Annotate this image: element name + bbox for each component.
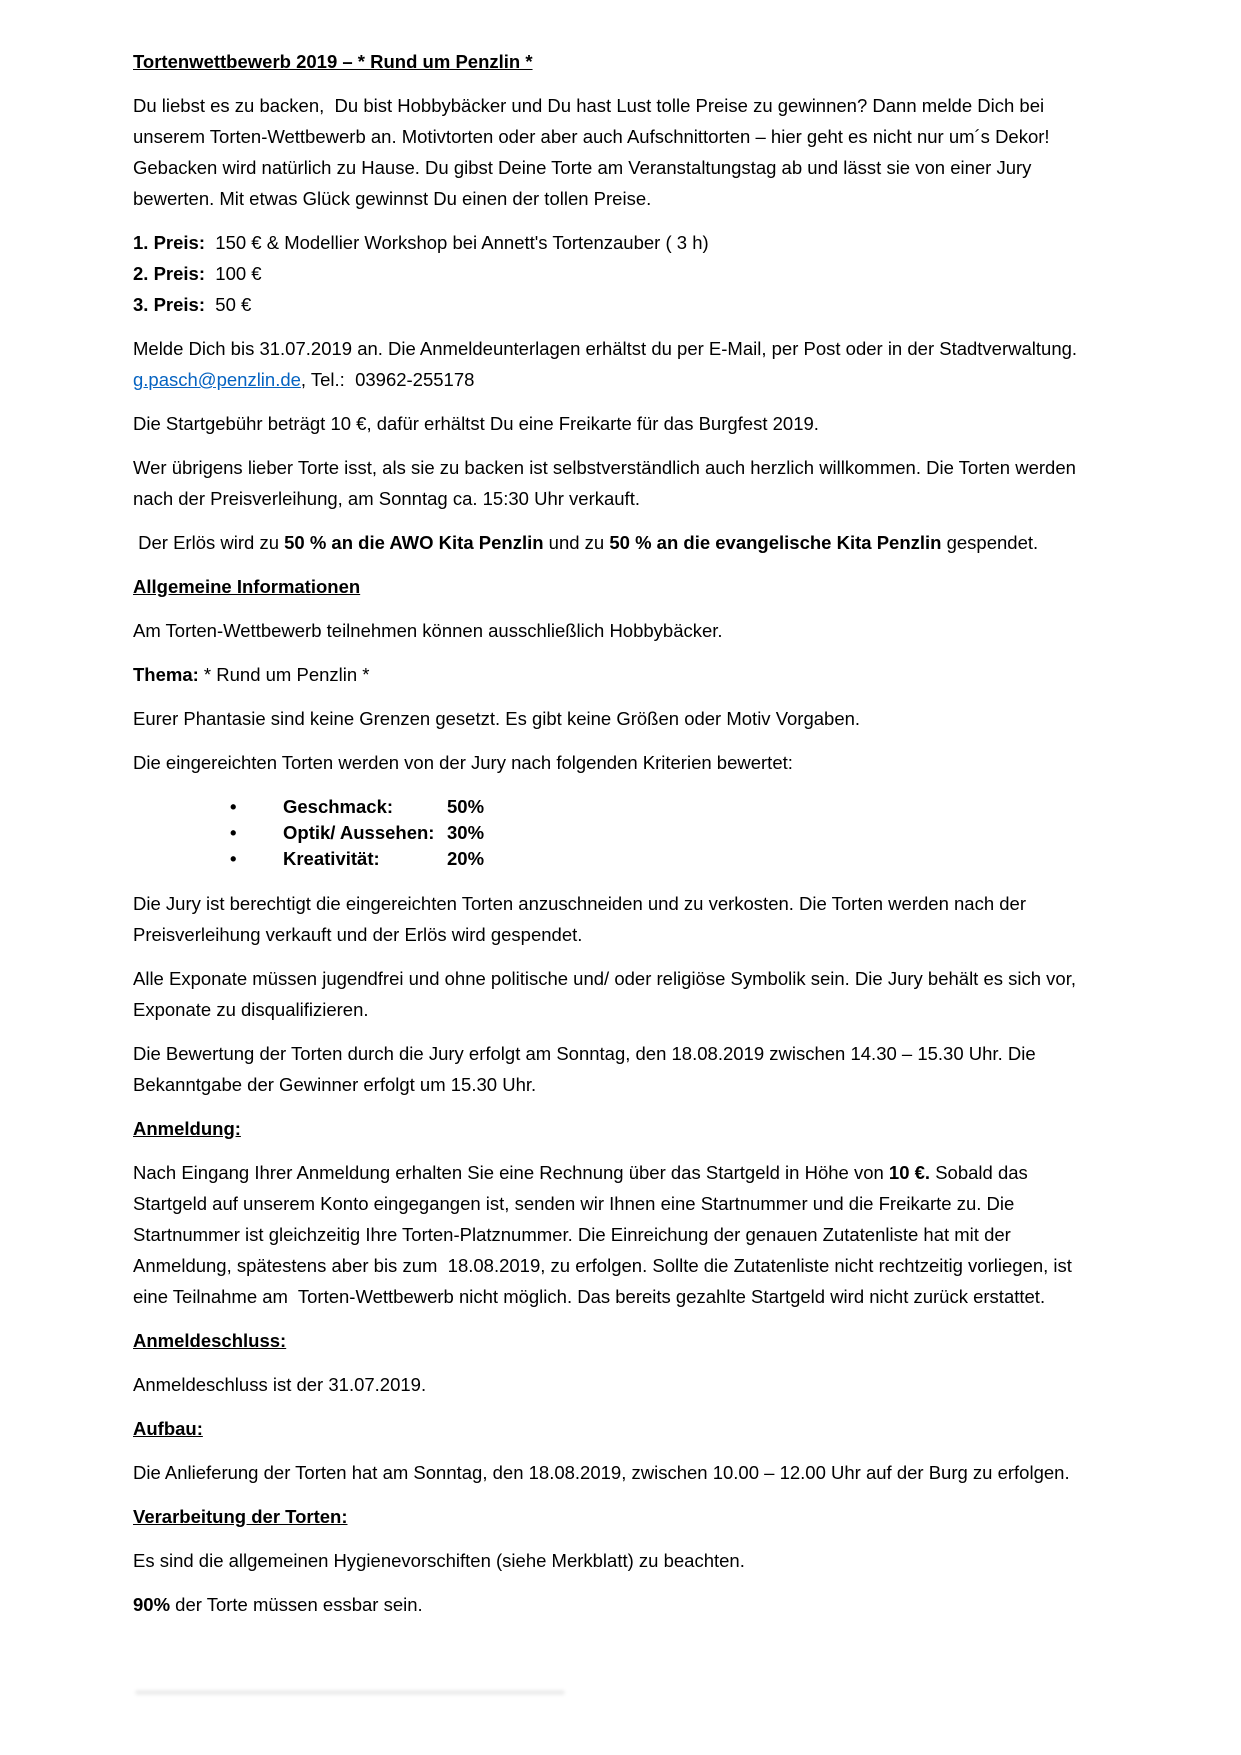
criteria-label: Kreativität:	[283, 848, 380, 869]
proceeds-paragraph-text: gespendet.	[941, 532, 1039, 553]
registration-process-paragraph-text: 10 €.	[888, 1162, 931, 1183]
hygiene-paragraph-text: Es sind die allgemeinen Hygienevorschiften (siehe Merkblatt) zu beachten.	[133, 1550, 745, 1571]
document-content	[133, 46, 1088, 1633]
exhibit-rules-paragraph	[133, 963, 1088, 1025]
edible-paragraph	[133, 1589, 1088, 1620]
edible-paragraph-text: 90%	[133, 1594, 171, 1615]
prize-list	[133, 227, 1088, 320]
criteria-value: 20%	[447, 848, 485, 869]
judging-time-paragraph	[133, 1038, 1088, 1100]
criteria-item	[230, 820, 1088, 846]
fantasy-paragraph	[133, 703, 1088, 734]
heading-anmeldung	[133, 1113, 1088, 1144]
prize-list-line	[133, 289, 1088, 320]
doc-title	[133, 46, 1088, 77]
heading-verarbeitung-der-torten	[133, 1501, 1088, 1532]
heading-aufbau-text: Aufbau:	[133, 1418, 203, 1439]
criteria-item	[230, 846, 1088, 872]
prize-list-text: 50 €	[205, 294, 252, 315]
criteria-label: Geschmack:	[283, 796, 394, 817]
participants-paragraph-text: Am Torten-Wettbewerb teilnehmen können ausschließlich Hobbybäcker.	[133, 620, 723, 641]
deadline-paragraph-text: Anmeldeschluss ist der 31.07.2019.	[133, 1374, 427, 1395]
heading-anmeldeschluss	[133, 1325, 1088, 1356]
prize-list-line	[133, 258, 1088, 289]
criteria-intro-paragraph	[133, 747, 1088, 778]
criteria-list	[133, 794, 1088, 872]
registration-process-paragraph-text: Nach Eingang Ihrer Anmeldung erhalten Sie eine Rechnung über das Startgeld in Höhe von	[133, 1162, 889, 1183]
theme-paragraph-text: Thema:	[133, 664, 199, 685]
entry-fee-paragraph	[133, 408, 1088, 439]
criteria-value: 50%	[447, 796, 485, 817]
cake-sale-paragraph-text: Wer übrigens lieber Torte isst, als sie zu backen ist selbstverständlich auch herzlich willkommen. Die Torten werden nach der Preisverleihung, am Sonntag ca. 15:30 Uhr verkauft.	[133, 457, 1082, 509]
registration-process-paragraph	[133, 1157, 1088, 1312]
proceeds-paragraph-text: Der Erlös wird zu	[133, 532, 285, 553]
theme-paragraph-text: * Rund um Penzlin *	[198, 664, 370, 685]
delivery-paragraph	[133, 1457, 1088, 1488]
criteria-intro-paragraph-text: Die eingereichten Torten werden von der Jury nach folgenden Kriterien bewertet:	[133, 752, 793, 773]
fantasy-paragraph-text: Eurer Phantasie sind keine Grenzen gesetzt. Es gibt keine Größen oder Motiv Vorgaben.	[133, 708, 861, 729]
heading-aufbau	[133, 1413, 1088, 1444]
heading-anmeldung-text: Anmeldung:	[133, 1118, 241, 1139]
bullet-icon: •	[230, 848, 237, 869]
edible-paragraph-text: der Torte müssen essbar sein.	[170, 1594, 423, 1615]
prize-list-text: 1. Preis:	[133, 232, 205, 253]
bullet-icon: •	[230, 796, 237, 817]
intro-paragraph	[133, 90, 1088, 214]
prize-list-text: 3. Preis:	[133, 294, 205, 315]
deadline-paragraph	[133, 1369, 1088, 1400]
registration-process-paragraph-text: Sobald das Startgeld auf unserem Konto eingegangen ist, senden wir Ihnen eine Startnummer und die Freikarte zu. Die Startnummer ist gleichzeitig Ihre Torten-Platznummer. Die Einreichung der genauen Zutatenliste hat mit der Anmeldung, spätestens aber bis zum 18.08.2019, zu erfolgen. Sollte die Zutatenliste nicht rechtzeitig vorliegen, ist eine Teilnahme am Torten-Wettbewerb nicht möglich. Das bereits gezahlte Startgeld wird nicht zurück erstattet.	[133, 1162, 1078, 1307]
prize-list-line	[133, 227, 1088, 258]
registration-info-paragraph-text: , Tel.: 03962-255178	[300, 369, 475, 390]
cake-sale-paragraph	[133, 452, 1088, 514]
prize-list-text: 100 €	[205, 263, 262, 284]
bullet-icon: •	[230, 822, 237, 843]
hygiene-paragraph	[133, 1545, 1088, 1576]
criteria-label: Optik/ Aussehen:	[283, 822, 435, 843]
heading-allgemeine-informationen	[133, 571, 1088, 602]
heading-anmeldeschluss-text: Anmeldeschluss:	[133, 1330, 287, 1351]
criteria-value: 30%	[447, 822, 485, 843]
criteria-item	[230, 794, 1088, 820]
participants-paragraph	[133, 615, 1088, 646]
entry-fee-paragraph-text: Die Startgebühr beträgt 10 €, dafür erhältst Du eine Freikarte für das Burgfest 2019.	[133, 413, 819, 434]
jury-rights-paragraph	[133, 888, 1088, 950]
intro-paragraph-text: Du liebst es zu backen, Du bist Hobbybäcker und Du hast Lust tolle Preise zu gewinnen? Dann melde Dich bei unserem Torten-Wettbewerb an. Motivtorten oder aber auch Aufschnittorten – hier geht es nicht nur um´s Dekor! Gebacken wird natürlich zu Hause. Du gibst Deine Torte am Veranstaltungstag ab und lässt sie von einer Jury bewerten. Mit etwas Glück gewinnst Du einen der tollen Preise.	[133, 95, 1055, 209]
registration-info-paragraph	[133, 333, 1088, 395]
proceeds-paragraph	[133, 527, 1088, 558]
exhibit-rules-paragraph-text: Alle Exponate müssen jugendfrei und ohne politische und/ oder religiöse Symbolik sein. Die Jury behält es sich vor, Exponate zu disqualifizieren.	[133, 968, 1082, 1020]
proceeds-paragraph-text: 50 % an die evangelische Kita Penzlin	[609, 532, 942, 553]
heading-verarbeitung-der-torten-text: Verarbeitung der Torten:	[133, 1506, 348, 1527]
proceeds-paragraph-text: und zu	[543, 532, 610, 553]
registration-info-paragraph-text: Melde Dich bis 31.07.2019 an. Die Anmeldeunterlagen erhältst du per E-Mail, per Post oder in der Stadtverwaltung.	[133, 338, 1088, 359]
prize-list-text: 150 € & Modellier Workshop bei Annett's Tortenzauber ( 3 h)	[205, 232, 709, 253]
heading-allgemeine-informationen-text: Allgemeine Informationen	[133, 576, 361, 597]
delivery-paragraph-text: Die Anlieferung der Torten hat am Sonntag, den 18.08.2019, zwischen 10.00 – 12.00 Uhr auf der Burg zu erfolgen.	[133, 1462, 1070, 1483]
judging-time-paragraph-text: Die Bewertung der Torten durch die Jury erfolgt am Sonntag, den 18.08.2019 zwischen 14.30 – 15.30 Uhr. Die Bekanntgabe der Gewinner erfolgt um 15.30 Uhr.	[133, 1043, 1041, 1095]
clipped-text-remnant	[135, 1690, 565, 1695]
proceeds-paragraph-text: 50 % an die AWO Kita Penzlin	[284, 532, 544, 553]
theme-paragraph	[133, 659, 1088, 690]
jury-rights-paragraph-text: Die Jury ist berechtigt die eingereichten Torten anzuschneiden und zu verkosten. Die Torten werden nach der Preisverleihung verkauft und der Erlös wird gespendet.	[133, 893, 1032, 945]
email-link[interactable]: g.pasch@penzlin.de	[133, 369, 301, 390]
prize-list-text: 2. Preis:	[133, 263, 205, 284]
doc-title-text: Tortenwettbewerb 2019 – * Rund um Penzlin *	[133, 51, 533, 72]
